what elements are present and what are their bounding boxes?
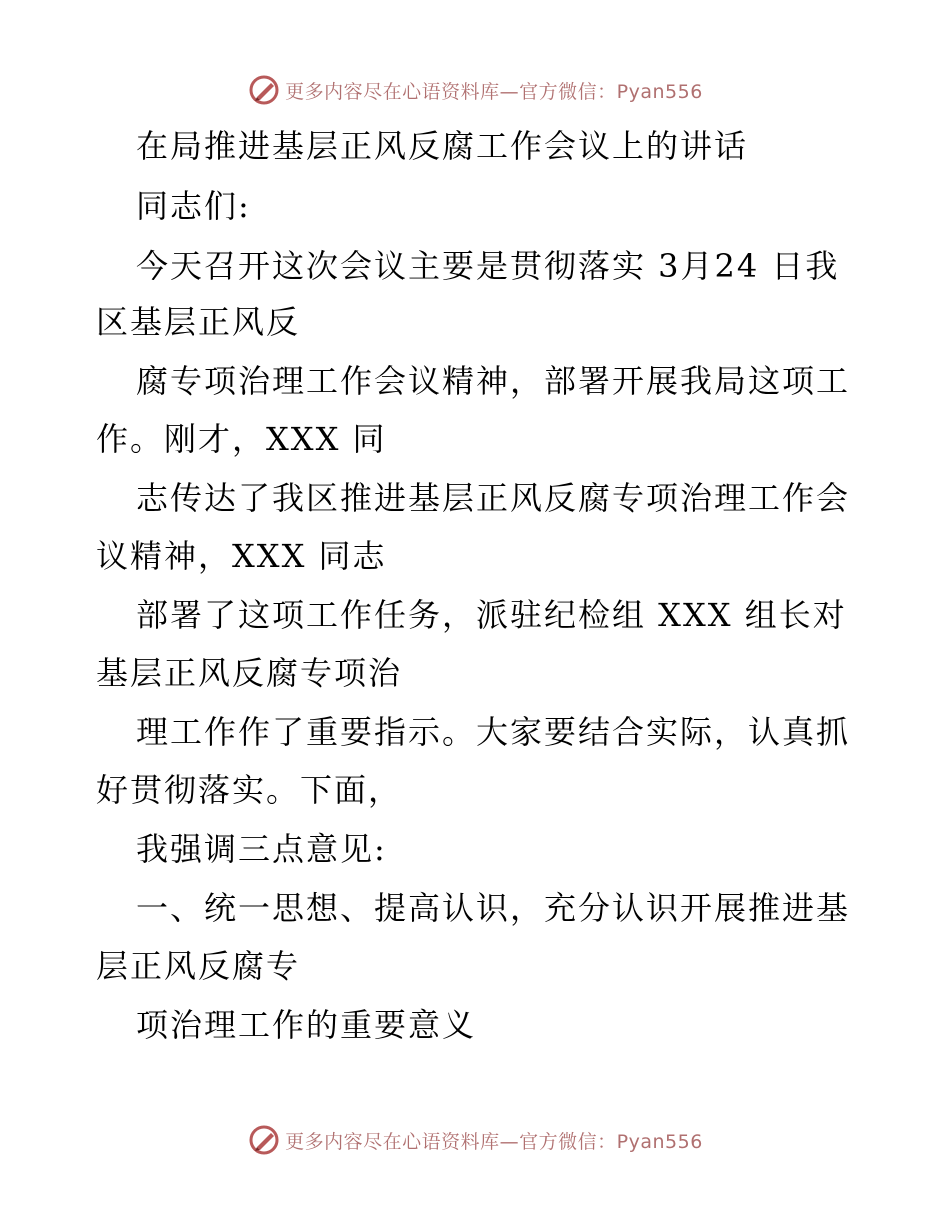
paragraph-line: 部署了这项工作任务，派驻纪检组 XXX 组长对 (136, 596, 847, 634)
section-heading: 项治理工作的重要意义 (136, 1006, 477, 1044)
footer-watermark (0, 1120, 950, 1160)
paragraph-line: 今天召开这次会议主要是贯彻落实 3月24 日我 (136, 247, 840, 285)
paragraph-line: 基层正风反腐专项治 (96, 654, 403, 692)
paragraph-line: 好贯彻落实。下面， (96, 771, 403, 809)
paragraph-line: 腐专项治理工作会议精神，部署开展我局这项工 (136, 362, 851, 400)
paragraph-line: 作。刚才，XXX 同 (96, 420, 387, 458)
section-heading: 层正风反腐专 (96, 947, 301, 985)
section-heading: 一、统一思想、提高认识，充分认识开展推进基 (136, 889, 851, 927)
paragraph-line: 区基层正风反 (96, 303, 301, 341)
paragraph-line: 我强调三点意见: (136, 830, 387, 868)
paragraph-line: 议精神，XXX 同志 (96, 537, 387, 575)
salutation: 同志们: (136, 187, 251, 225)
document-title: 在局推进基层正风反腐工作会议上的讲话 (136, 127, 749, 165)
paragraph-line: 理工作作了重要指示。大家要结合实际，认真抓 (136, 713, 851, 751)
pen-logo-icon (247, 73, 281, 107)
paragraph-line: 志传达了我区推进基层正风反腐专项治理工作会 (136, 479, 851, 517)
watermark-text: 更多内容尽在心语资料库—官方微信：Pyan556 (285, 80, 703, 103)
pen-logo-icon (247, 1123, 281, 1157)
header-watermark (0, 70, 950, 110)
watermark-text: 更多内容尽在心语资料库—官方微信：Pyan556 (285, 1130, 703, 1153)
